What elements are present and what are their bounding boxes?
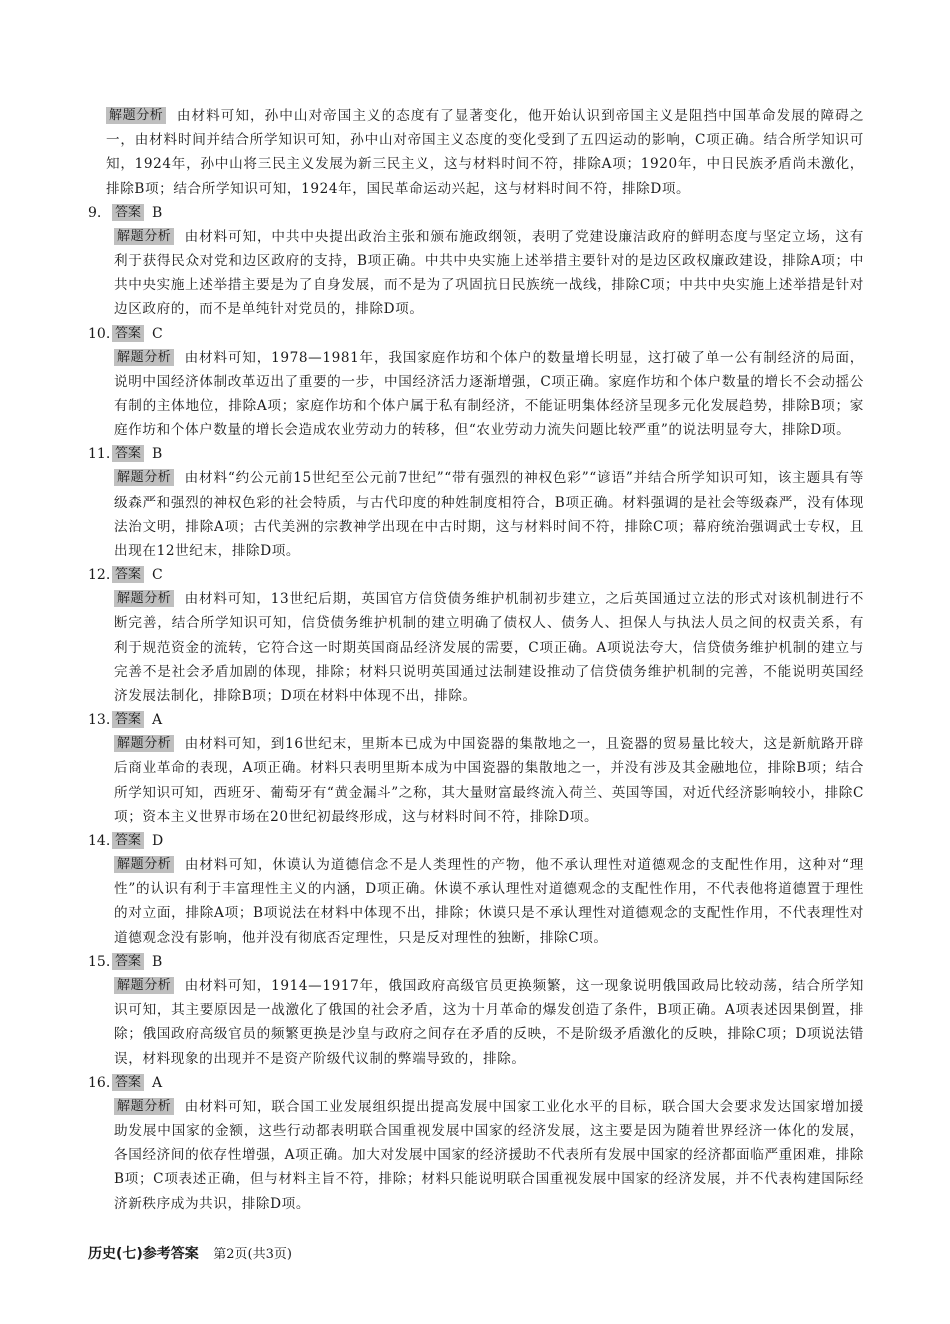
answer-line xyxy=(88,950,864,974)
analysis-text: 由材料可知，联合国工业发展组织提出提高发展中国家工业化水平的目标，联合国大会要求发达国家增加援助发展中国家的金额，这些行动都表明联合国重视发展中国家的经济发展，这主要是因为随着世界经济一体化的发展，各国经济间的依存性增强，A项正确。加大对发展中国家的经济援助不代表所有发展中国家的经济都面临严重困难，排除B项；C项表述正确，但与材料主旨不符，排除；材料只能说明联合国重视发展中国家的经济发展，并不代表构建国际经济新秩序成为共识，排除D项。 xyxy=(114,1098,864,1212)
footer-page-number: 第2页(共3页) xyxy=(213,1247,292,1262)
question-number: 12. xyxy=(88,567,111,584)
answer-item xyxy=(88,201,864,322)
question-number: 9. xyxy=(88,204,102,221)
question-number: 14. xyxy=(88,833,111,850)
analysis-text: 由材料可知，1978—1981年，我国家庭作坊和个体户的数量增长明显，这打破了单一公有制经济的局面，说明中国经济体制改革迈出了重要的一步，中国经济活力逐渐增强，C项正确。家庭作坊和个体户数量的增长不会动摇公有制的主体地位，排除A项；家庭作坊和个体户属于私有制经济，不能证明集体经济呈现多元化发展趋势，排除B项；家庭作坊和个体户数量的增长会造成农业劳动力的转移，但“农业劳动力流失问题比较严重”的说法明显夸大，排除D项。 xyxy=(114,349,864,439)
footer-title: 历史(七)参考答案 xyxy=(88,1246,199,1262)
answer-line xyxy=(88,708,864,732)
analysis-tag: 解题分析 xyxy=(114,735,174,752)
question-number: 15. xyxy=(88,953,111,970)
analysis-text: 由材料“约公元前15世纪至公元前7世纪”“带有强烈的神权色彩”“谚语”并结合所学知识可知，该主题具有等级森严和强烈的神权色彩的社会特质，与古代印度的种姓制度相符合，B项正确。材料强调的是社会等级森严，没有体现法治文明，排除A项；古代美洲的宗教神学出现在中古时期，这与材料时间不符，排除C项；幕府统治强调武士专权，且出现在12世纪末，排除D项。 xyxy=(114,470,864,560)
question-number: 16. xyxy=(88,1074,111,1091)
answer-line xyxy=(88,829,864,853)
answer-tag: 答案 xyxy=(112,1074,144,1091)
answer-choice: B xyxy=(152,204,163,221)
analysis-text: 由材料可知，休谟认为道德信念不是人类理性的产物，他不承认理性对道德观念的支配性作用，这种对“理性”的认识有利于丰富理性主义的内涵，D项正确。休谟不承认理性对道德观念的支配性作用，不代表他将道德置于理性的对立面，排除A项；B项说法在材料中体现不出，排除；休谟只是不承认理性对道德观念的支配性作用，不代表理性对道德观念没有影响，他并没有彻底否定理性，只是反对理性的独断，排除C项。 xyxy=(114,857,864,946)
analysis-text: 由材料可知，中共中央提出政治主张和颁布施政纲领，表明了党建设廉洁政府的鲜明态度与坚定立场，这有利于获得民众对党和边区政府的支持，B项正确。中共中央实施上述举措主要针对的是边区政权廉政建设，排除A项；中共中央实施上述举措主要是为了自身发展，而不是为了巩固抗日民族统一战线，排除C项；中共中央实施上述举措是针对边区政府的，而不是单纯针对党员的，排除D项。 xyxy=(114,228,864,318)
answer-tag: 答案 xyxy=(112,325,144,342)
answer-line xyxy=(88,563,864,587)
answer-line xyxy=(88,442,864,466)
analysis-tag: 解题分析 xyxy=(106,107,166,124)
answer-choice: D xyxy=(152,833,164,850)
analysis-paragraph xyxy=(88,587,864,708)
answer-choice: A xyxy=(152,712,163,729)
answer-tag: 答案 xyxy=(112,832,144,849)
analysis-tag: 解题分析 xyxy=(114,1098,174,1115)
answer-item xyxy=(88,950,864,1071)
analysis-paragraph xyxy=(88,466,864,563)
analysis-tag: 解题分析 xyxy=(114,349,174,366)
analysis-tag: 解题分析 xyxy=(114,228,174,245)
analysis-text: 由材料可知，到16世纪末，里斯本已成为中国瓷器的集散地之一，且瓷器的贸易量比较大，这是新航路开辟后商业革命的表现，A项正确。材料只表明里斯本成为中国瓷器的集散地之一，并没有涉及其金融地位，排除B项；结合所学知识可知，西班牙、葡萄牙有“黄金漏斗”之称，其大量财富最终流入荷兰、英国等国，对近代经济影响较小，排除C项；资本主义世界市场在20世纪初最终形成，这与材料时间不符，排除D项。 xyxy=(114,736,864,825)
analysis-paragraph xyxy=(88,104,864,201)
answer-tag: 答案 xyxy=(112,204,144,221)
answer-tag: 答案 xyxy=(112,566,144,583)
analysis-paragraph xyxy=(88,974,864,1071)
answer-tag: 答案 xyxy=(112,953,144,970)
answer-choice: C xyxy=(152,325,163,342)
answer-tag: 答案 xyxy=(112,445,144,462)
analysis-text: 由材料可知，孙中山对帝国主义的态度有了显著变化，他开始认识到帝国主义是阻挡中国革命发展的障碍之一，由材料时间并结合所学知识可知，孙中山对帝国主义态度的变化受到了五四运动的影响，C项正确。结合所学知识可知，1924年，孙中山将三民主义发展为新三民主义，这与材料时间不符，排除A项；1920年，中日民族矛盾尚未激化，排除B项；结合所学知识可知，1924年，国民革命运动兴起，这与材料时间不符，排除D项。 xyxy=(106,108,864,197)
answer-choice: B xyxy=(152,446,163,463)
answer-line xyxy=(88,322,864,346)
page-footer xyxy=(88,1243,292,1263)
analysis-tag: 解题分析 xyxy=(114,469,174,486)
answer-choice: B xyxy=(152,953,163,970)
question-number: 10. xyxy=(88,325,111,342)
analysis-tag: 解题分析 xyxy=(114,977,174,994)
answer-list xyxy=(88,201,864,1216)
analysis-tag: 解题分析 xyxy=(114,856,174,873)
answer-line xyxy=(88,1071,864,1095)
analysis-tag: 解题分析 xyxy=(114,590,174,607)
analysis-text: 由材料可知，1914—1917年，俄国政府高级官员更换频繁，这一现象说明俄国政局比较动荡，结合所学知识可知，其主要原因是一战激化了俄国的社会矛盾，这为十月革命的爆发创造了条件，B项正确。A项表述因果倒置，排除；俄国政府高级官员的频繁更换是沙皇与政府之间存在矛盾的反映，不是阶级矛盾激化的反映，排除C项；D项说法错误，材料现象的出现并不是资产阶级代议制的弊端导致的，排除。 xyxy=(114,977,864,1067)
question-number: 13. xyxy=(88,712,111,729)
answer-item xyxy=(88,708,864,829)
analysis-paragraph xyxy=(88,732,864,829)
answer-choice: A xyxy=(152,1074,163,1091)
answer-item xyxy=(88,829,864,950)
answer-item xyxy=(88,1071,864,1216)
analysis-paragraph xyxy=(88,853,864,950)
answer-item xyxy=(88,442,864,563)
analysis-text: 由材料可知，13世纪后期，英国官方信贷债务维护机制初步建立，之后英国通过立法的形式对该机制进行不断完善，结合所学知识可知，信贷债务维护机制的建立明确了债权人、债务人、担保人与执法人员之间的权责关系，有利于规范资金的流转，它符合这一时期英国商品经济发展的需要，C项正确。A项说法夸大，信贷债务维护机制的建立与完善不是社会矛盾加剧的体现，排除；材料只说明英国通过法制建设推动了信贷债务维护机制的完善，不能说明英国经济发展法制化，排除B项；D项在材料中体现不出，排除。 xyxy=(114,591,864,705)
answer-line xyxy=(88,201,864,225)
analysis-item-8 xyxy=(88,104,864,201)
analysis-paragraph xyxy=(88,225,864,322)
answer-item xyxy=(88,563,864,708)
answer-choice: C xyxy=(152,567,163,584)
answer-item xyxy=(88,322,864,443)
answer-content xyxy=(88,104,864,1216)
question-number: 11. xyxy=(88,446,111,463)
analysis-paragraph xyxy=(88,346,864,443)
answer-tag: 答案 xyxy=(112,711,144,728)
analysis-paragraph xyxy=(88,1095,864,1216)
